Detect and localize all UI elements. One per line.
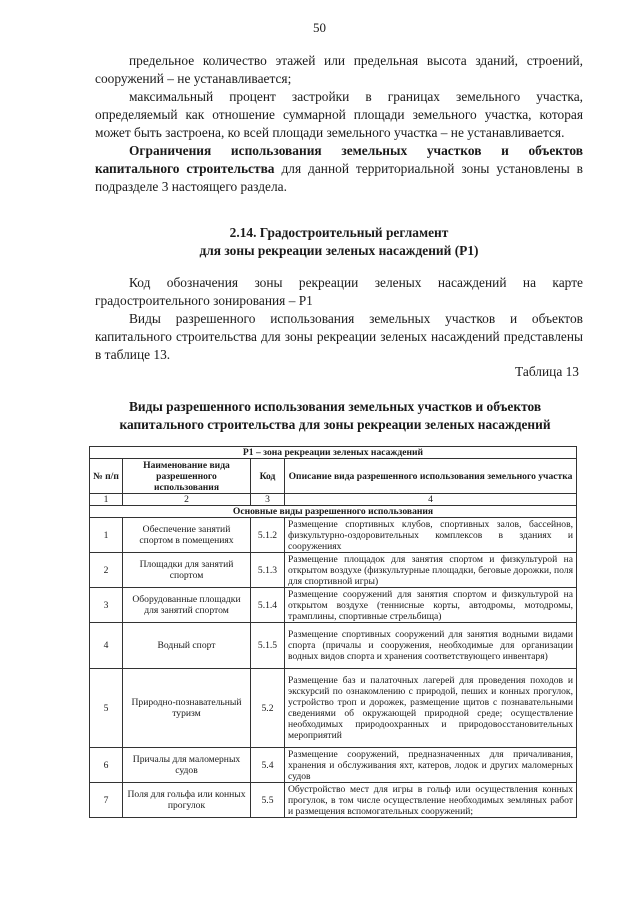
row-name: Обеспечение занятий спортом в помещениях [123, 518, 251, 553]
group-title: Основные виды разрешенного использования [90, 506, 577, 518]
row-name: Поля для гольфа или конных прогулок [123, 783, 251, 818]
col-number: 1 [90, 494, 123, 506]
table-row [90, 518, 577, 553]
table-row [90, 588, 577, 623]
row-desc: Размещение сооружений для занятия спортом и физкультурой на открытом воздухе (теннисные корты, автодромы, мотодромы, трамплины, спортивные стрельбища) [285, 588, 577, 623]
section-heading-line1: 2.14. Градостроительный регламент [229, 225, 449, 240]
row-desc: Размещение спортивных сооружений для занятия водными видами спорта (причалы и сооружения, необходимые для организации водных видов спорта и хранения соответствующего инвентаря) [285, 623, 577, 669]
table-title [80, 398, 590, 434]
row-name: Природно-познавательный туризм [123, 669, 251, 748]
row-code: 5.1.3 [251, 553, 285, 588]
row-num: 4 [90, 623, 123, 669]
paragraph-restrictions [95, 142, 583, 196]
paragraph-zone-code: Код обозначения зоны рекреации зеленых насаждений на карте градостроительного зонирования – Р1 [95, 275, 583, 308]
row-desc: Обустройство мест для игры в гольф или осуществления конных прогулок, в том числе осуществление необходимых земляных работ и размещения вспомогательных сооружений; [285, 783, 577, 818]
table-title-line1: Виды разрешенного использования земельных участков и объектов [128, 399, 542, 414]
column-number-row [90, 494, 577, 506]
row-code: 5.4 [251, 748, 285, 783]
row-num: 1 [90, 518, 123, 553]
table-row [90, 748, 577, 783]
table-title-line2: капитального строительства для зоны рекреации зеленых насаждений [119, 417, 551, 432]
page-number: 50 [313, 20, 326, 35]
row-desc: Размещение баз и палаточных лагерей для проведения походов и экскурсий по ознакомлению с природой, пеших и конных прогулок, устройство троп и дорожек, размещение щитов с познавательными сведениями об окружающей природной среде; осуществление необходимых природоохранных и природовосстановительных мероприятий [285, 669, 577, 748]
zone-caption-row [90, 447, 577, 459]
paragraph-max-coverage: максимальный процент застройки в границах земельного участка, определяемый как отношение суммарной площади земельного участка, которая может быть застроена, ко всей площади земельного участка – не устанавливается. [95, 89, 583, 140]
table-label: Таблица 13 [515, 364, 579, 379]
row-num: 2 [90, 553, 123, 588]
row-num: 7 [90, 783, 123, 818]
row-code: 5.2 [251, 669, 285, 748]
row-desc: Размещение сооружений, предназначенных для причаливания, хранения и обслуживания яхт, катеров, лодок и других маломерных судов [285, 748, 577, 783]
top-paragraphs [95, 52, 583, 196]
section-heading-line2: для зоны рекреации зеленых насаждений (Р1) [199, 243, 479, 258]
restriction-rest: для данной территориальной зоны установлены в подразделе 3 настоящего раздела. [95, 161, 584, 194]
table-row [90, 783, 577, 818]
row-desc: Размещение спортивных клубов, спортивных залов, бассейнов, физкультурно-оздоровительных комплексов в зданиях и сооружениях [285, 518, 577, 553]
col-number: 2 [123, 494, 251, 506]
table-row [90, 669, 577, 748]
paragraph-max-floors: предельное количество этажей или предельная высота зданий, строений, сооружений – не устанавливается; [95, 53, 583, 86]
col-number: 4 [285, 494, 577, 506]
group-row [90, 506, 577, 518]
header-code: Код [251, 459, 285, 494]
permitted-use-table [89, 446, 577, 818]
header-row [90, 459, 577, 494]
header-desc: Описание вида разрешенного использования земельного участка [285, 459, 577, 494]
table-row [90, 553, 577, 588]
zone-caption: Р1 – зона рекреации зеленых насаждений [90, 447, 577, 459]
row-code: 5.1.2 [251, 518, 285, 553]
restriction-bold: Ограничения использования земельных участков и объектов капитального строительства [95, 143, 583, 176]
table-row [90, 623, 577, 669]
row-name: Оборудованные площадки для занятий спортом [123, 588, 251, 623]
header-num: № п/п [90, 459, 123, 494]
row-num: 3 [90, 588, 123, 623]
row-code: 5.1.4 [251, 588, 285, 623]
col-number: 3 [251, 494, 285, 506]
row-desc: Размещение площадок для занятия спортом и физкультурой на открытом воздухе (физкультурные площадки, беговые дорожки, поля для спортивной игры) [285, 553, 577, 588]
mid-paragraphs [95, 274, 583, 364]
row-code: 5.1.5 [251, 623, 285, 669]
section-heading [95, 224, 583, 260]
row-name: Причалы для маломерных судов [123, 748, 251, 783]
row-name: Водный спорт [123, 623, 251, 669]
row-name: Площадки для занятий спортом [123, 553, 251, 588]
header-name: Наименование вида разрешенного использования [123, 459, 251, 494]
row-code: 5.5 [251, 783, 285, 818]
row-num: 6 [90, 748, 123, 783]
paragraph-table-intro: Виды разрешенного использования земельных участков и объектов капитального строительства для зоны рекреации зеленых насаждений представлены в таблице 13. [95, 311, 583, 362]
row-num: 5 [90, 669, 123, 748]
